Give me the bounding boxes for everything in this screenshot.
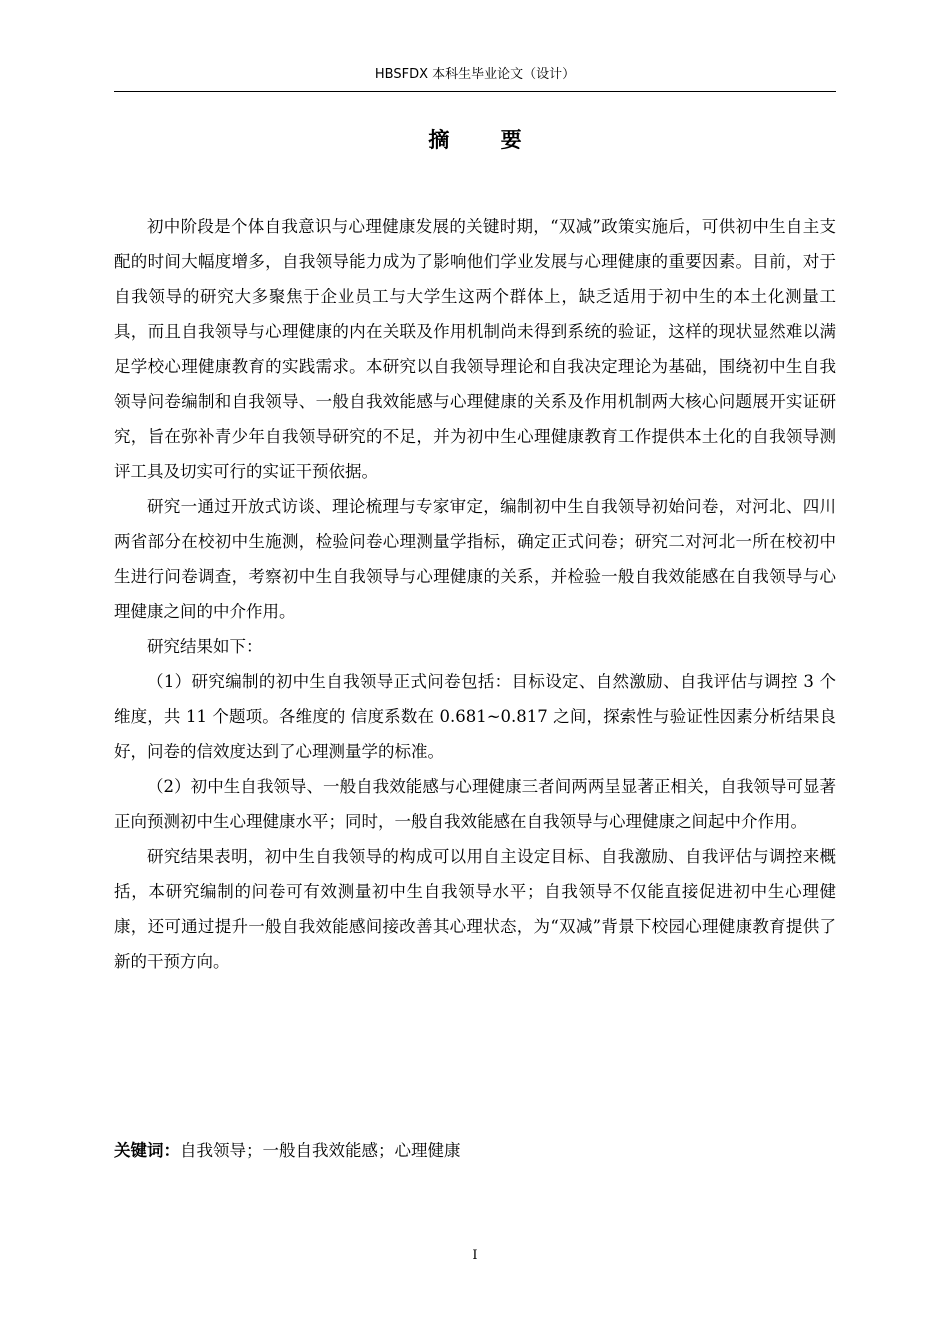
abstract-paragraph-5: （2）初中生自我领导、一般自我效能感与心理健康三者间两两呈显著正相关，自我领导可显著正向预测初中生心理健康水平；同时，一般自我效能感在自我领导与心理健康之间起中介作用。 xyxy=(114,777,836,831)
abstract-paragraph-3: 研究结果如下： xyxy=(147,637,263,656)
keywords-line xyxy=(114,1136,836,1166)
keywords-label: 关键词： xyxy=(114,1141,180,1160)
page-number: I xyxy=(472,1248,478,1263)
abstract-paragraph-6: 研究结果表明，初中生自我领导的构成可以用自主设定目标、自我激励、自我评估与调控来概括，本研究编制的问卷可有效测量初中生自我领导水平；自我领导不仅能直接促进初中生心理健康，还可通过提升一般自我效能感间接改善其心理状态，为“双减”背景下校园心理健康教育提供了新的干预方向。 xyxy=(114,847,836,971)
abstract-body xyxy=(114,209,836,979)
abstract-paragraph-4: （1）研究编制的初中生自我领导正式问卷包括：目标设定、自然激励、自我评估与调控 3 个维度，共 11 个题项。各维度的 信度系数在 0.681~0.817 之间，探索性与验证性因素分析结果良好，问卷的信效度达到了心理测量学的标准。 xyxy=(114,672,836,761)
keywords-value: 自我领导；一般自我效能感；心理健康 xyxy=(180,1141,461,1160)
abstract-paragraph-1: 初中阶段是个体自我意识与心理健康发展的关键时期，“双减”政策实施后，可供初中生自主支配的时间大幅度增多，自我领导能力成为了影响他们学业发展与心理健康的重要因素。目前，对于自我领导的研究大多聚焦于企业员工与大学生这两个群体上，缺乏适用于初中生的本土化测量工具，而且自我领导与心理健康的内在关联及作用机制尚未得到系统的验证，这样的现状显然难以满足学校心理健康教育的实践需求。本研究以自我领导理论和自我决定理论为基础，围绕初中生自我领导问卷编制和自我领导、一般自我效能感与心理健康的关系及作用机制两大核心问题展开实证研究，旨在弥补青少年自我领导研究的不足，并为初中生心理健康教育工作提供本土化的自我领导测评工具及切实可行的实证干预依据。 xyxy=(114,217,836,481)
abstract-paragraph-2: 研究一通过开放式访谈、理论梳理与专家审定，编制初中生自我领导初始问卷，对河北、四川两省部分在校初中生施测，检验问卷心理测量学指标，确定正式问卷；研究二对河北一所在校初中生进行问卷调查，考察初中生自我领导与心理健康的关系，并检验一般自我效能感在自我领导与心理健康之间的中介作用。 xyxy=(114,497,836,621)
running-header: HBSFDX 本科生毕业论文（设计） xyxy=(374,67,576,82)
header-divider xyxy=(114,91,836,92)
abstract-title: 摘 要 xyxy=(428,127,544,152)
